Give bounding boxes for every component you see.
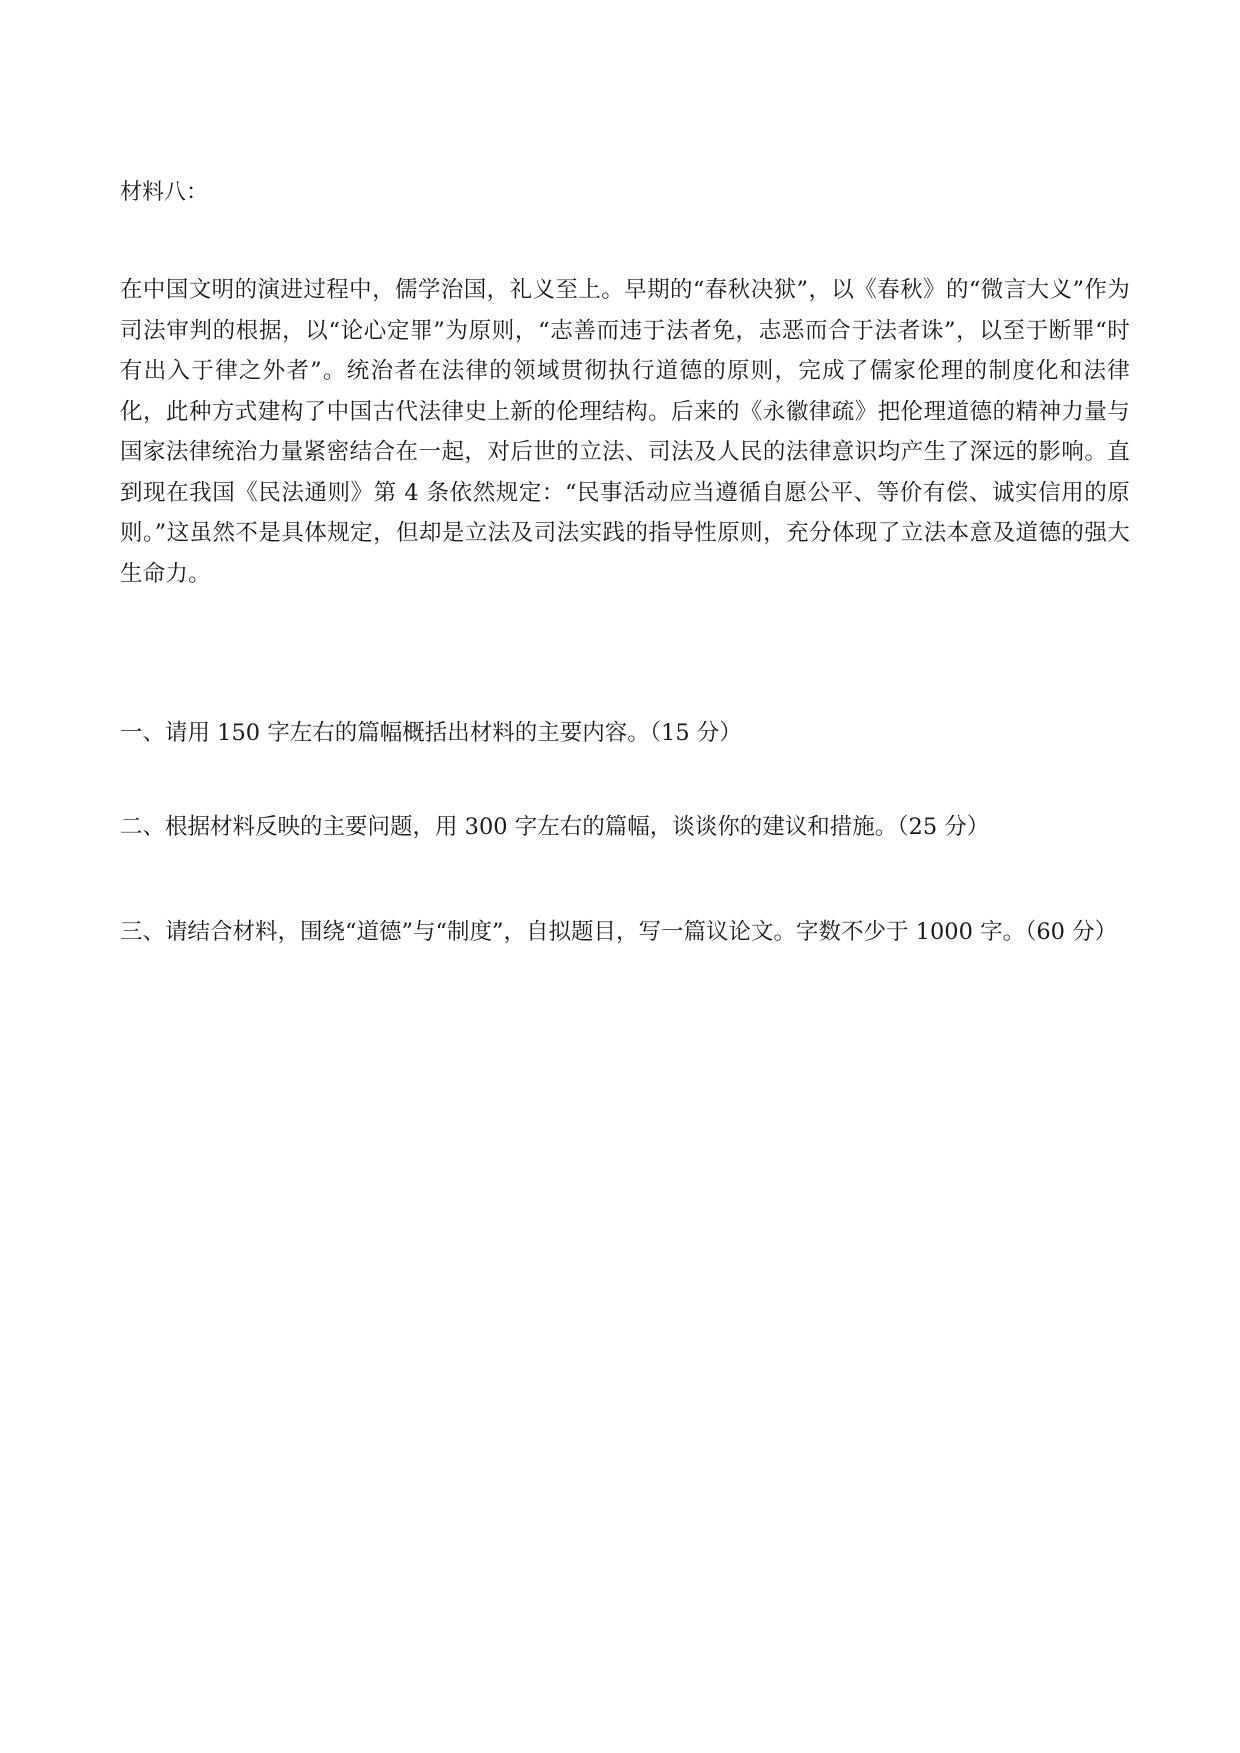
question-1: 一、请用 150 字左右的篇幅概括出材料的主要内容。（15 分）	[120, 720, 742, 746]
material-heading: 材料八：	[120, 180, 209, 205]
question-3: 三、请结合材料，围绕“道德”与“制度”，自拟题目，写一篇议论文。字数不少于 1000 字。（60 分）	[120, 919, 1118, 945]
question-2: 二、根据材料反映的主要问题，用 300 字左右的篇幅，谈谈你的建议和措施。（25 分）	[120, 814, 990, 840]
material-paragraph: 在中国文明的演进过程中，儒学治国，礼义至上。早期的“春秋决狱”，以《春秋》的“微言大义”作为司法审判的根据，以“论心定罪”为原则，“志善而违于法者免，志恶而合于法者诛”，以至于断罪“时有出入于律之外者”。统治者在法律的领域贯彻执行道德的原则，完成了儒家伦理的制度化和法律化，此种方式建构了中国古代法律史上新的伦理结构。后来的《永徽律疏》把伦理道德的精神力量与国家法律统治力量紧密结合在一起，对后世的立法、司法及人民的法律意识均产生了深远的影响。直到现在我国《民法通则》第 4 条依然规定：“民事活动应当遵循自愿公平、等价有偿、诚实信用的原则。”这虽然不是具体规定，但却是立法及司法实践的指导性原则，充分体现了立法本意及道德的强大生命力。	[120, 277, 1130, 587]
